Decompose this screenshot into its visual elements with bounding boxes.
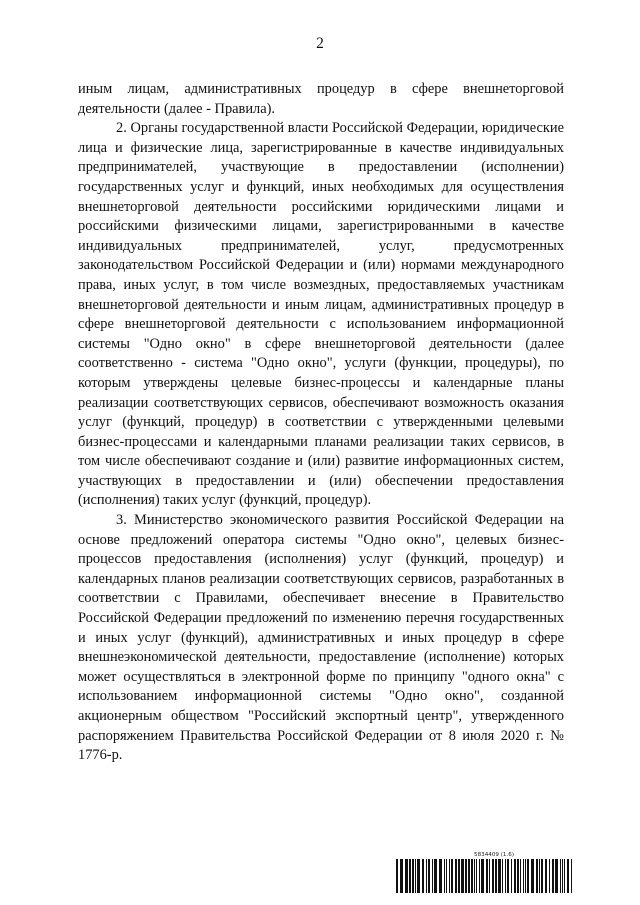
barcode-bar bbox=[507, 859, 509, 893]
barcode-bar bbox=[465, 859, 467, 893]
barcode-bar bbox=[549, 859, 550, 893]
barcode-bar bbox=[517, 859, 519, 893]
barcode-bar bbox=[434, 859, 437, 893]
barcode-bar bbox=[471, 859, 473, 893]
barcode-bar bbox=[476, 859, 477, 893]
paragraph-3: 3. Министерство экономического развития Российской Федерации на основе предложений оператора системы "Одно окно", целевых бизнес-процессов предоставления (исполнения) услуг (функций, процедур) и календарных планов реализации соответствующих сервисов, разработанных в соответствии с Правилами, обеспечивает внесение в Правительство Российской Федерации предложений по изменению перечня государственных и иных услуг (функций), административных и иных процедур в сфере внешнеэкономической деятельности, предоставление (исполнение) которых может осуществляться в электронной форме по принципу "одного окна" с использованием информационной системы "Одно окно", созданной акционерным обществом "Российский экспортный центр", утвержденного распоряжением Правительства Российской Федерации от 8 июля 2020 г. № 1776-р. bbox=[78, 512, 564, 764]
barcode-bar bbox=[446, 859, 447, 893]
barcode-bar bbox=[492, 859, 494, 893]
barcode-bar bbox=[567, 859, 569, 893]
barcode-bar bbox=[432, 859, 433, 893]
page-number: 2 bbox=[316, 35, 324, 52]
barcode-bar bbox=[560, 859, 561, 893]
paragraph-continuation: иным лицам, административных процедур в сфере внешнеторговой деятельности (далее - Правила). bbox=[78, 81, 564, 117]
barcode-bars bbox=[396, 859, 572, 893]
barcode-bar bbox=[562, 859, 563, 893]
barcode-bar bbox=[474, 859, 475, 893]
barcode-bar bbox=[525, 859, 526, 893]
barcode-bar bbox=[451, 859, 453, 893]
barcode-bar bbox=[536, 859, 538, 893]
document-body bbox=[78, 80, 564, 766]
barcode-bar bbox=[422, 859, 424, 893]
barcode-bar bbox=[468, 859, 470, 893]
barcode-bar bbox=[481, 859, 484, 893]
barcode-bar bbox=[514, 859, 516, 893]
barcode-bar bbox=[396, 859, 398, 893]
barcode-label: 5834409 (1.6) bbox=[474, 852, 514, 858]
barcode-bar bbox=[405, 859, 408, 893]
barcode-bar bbox=[495, 859, 497, 893]
barcode-bar bbox=[552, 859, 554, 893]
barcode-bar bbox=[412, 859, 414, 893]
barcode-bar bbox=[461, 859, 464, 893]
barcode-bar bbox=[520, 859, 521, 893]
paragraph-2: 2. Органы государственной власти Российской Федерации, юридические лица и физические лица, зарегистрированные в качестве индивидуальных предпринимателей, участвующие в предоставлении (исполнении) государственных услуг и функций, иных необходимых для осуществления внешнеторговой деятельности российскими юридическими лицами и российскими физическими лицами, зарегистрированными в качестве индивидуальных предпринимателей, услуг, предусмотренных законодательством Российской Федерации и (или) нормами международного права, иных услуг, в том числе возмездных, предоставляемых участникам внешнеторговой деятельности и иным лицам, административных процедур в сфере внешнеторговой деятельности с использованием информационной системы "Одно окно" в сфере внешнеторговой деятельности (далее соответственно - система "Одно окно", услуги (функции, процедуры), по которым утверждены целевые бизнес-процессы и календарные планы реализации соответствующих сервисов, обеспечивают возможность оказания услуг (функций, процедур) в соответствии с утвержденными целевыми бизнес-процессами и календарными планами реализации таких сервисов, в том числе обеспечивают создание и (или) развитие информационных систем, участвующих в предоставлении и (или) обеспечении предоставления (исполнения) таких услуг (функций, процедур). bbox=[78, 120, 564, 509]
barcode-bar bbox=[531, 859, 534, 893]
barcode-bar bbox=[523, 859, 524, 893]
barcode-bar bbox=[539, 859, 540, 893]
barcode-bar bbox=[486, 859, 488, 893]
barcode-bar bbox=[498, 859, 501, 893]
barcode-bar bbox=[426, 859, 427, 893]
barcode-bar bbox=[455, 859, 457, 893]
barcode-bar bbox=[571, 859, 572, 893]
barcode-bar bbox=[428, 859, 430, 893]
barcode-bar bbox=[439, 859, 442, 893]
barcode-bar bbox=[564, 859, 565, 893]
barcode-bar bbox=[444, 859, 445, 893]
barcode-bar bbox=[409, 859, 411, 893]
barcode-bar bbox=[527, 859, 529, 893]
barcode-bar bbox=[458, 859, 460, 893]
barcode bbox=[396, 852, 572, 893]
barcode-bar bbox=[479, 859, 480, 893]
barcode-bar bbox=[511, 859, 512, 893]
barcode-bar bbox=[545, 859, 547, 893]
barcode-bar bbox=[400, 859, 403, 893]
barcode-bar bbox=[505, 859, 506, 893]
barcode-bar bbox=[502, 859, 503, 893]
barcode-bar bbox=[541, 859, 543, 893]
barcode-bar bbox=[449, 859, 450, 893]
barcode-bar bbox=[415, 859, 416, 893]
barcode-bar bbox=[489, 859, 490, 893]
barcode-bar bbox=[417, 859, 420, 893]
barcode-bar bbox=[555, 859, 558, 893]
